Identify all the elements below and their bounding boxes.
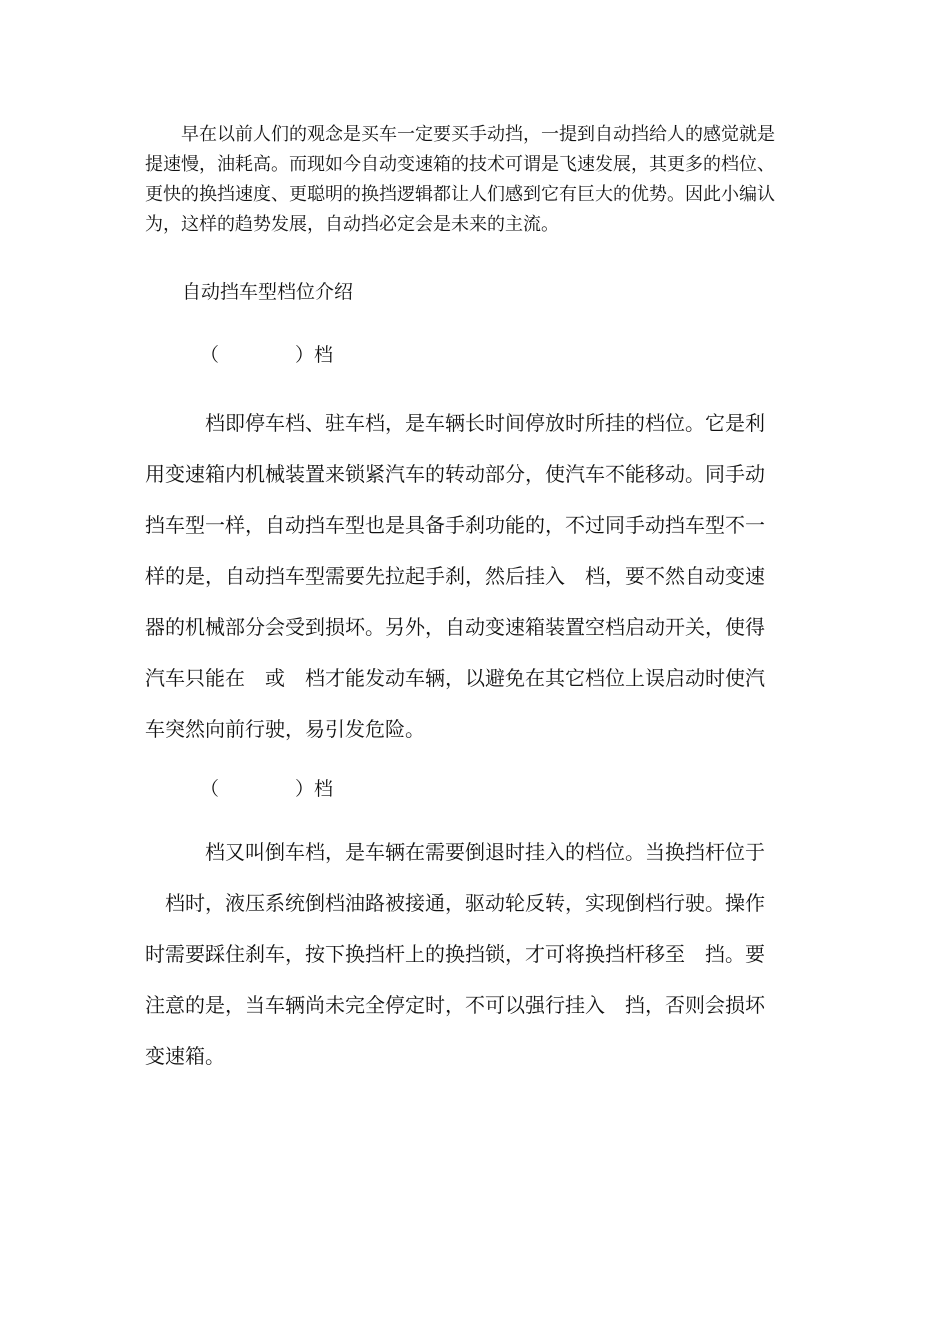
paragraph-line: 车突然向前行驶，易引发危险。 (145, 717, 425, 741)
gear-title-reverse: （ ）档 (200, 778, 334, 800)
paragraph-line: 器的机械部分会受到损坏。另外，自动变速箱装置空档启动开关，使得 (145, 615, 765, 639)
paragraph-line: 档时，液压系统倒档油路被接通，驱动轮反转，实现倒档行驶。操作 (145, 891, 765, 915)
paragraph-line: 样的是，自动挡车型需要先拉起手刹，然后挂入 档，要不然自动变速 (145, 564, 765, 588)
park-gear-paragraph (145, 398, 810, 755)
paragraph-line: 档即停车档、驻车档，是车辆长时间停放时所挂的档位。它是利 (145, 411, 765, 435)
intro-paragraph (145, 120, 810, 240)
paragraph-line: 变速箱。 (145, 1044, 225, 1068)
reverse-gear-paragraph (145, 827, 810, 1082)
intro-line: 早在以前人们的观念是买车一定要买手动挡，一提到自动挡给人的感觉就是 (145, 124, 775, 145)
paragraph-line: 档又叫倒车档，是车辆在需要倒退时挂入的档位。当换挡杆位于 (145, 840, 765, 864)
paragraph-line: 注意的是，当车辆尚未完全停定时，不可以强行挂入 挡，否则会损坏 (145, 993, 765, 1017)
paragraph-line: 汽车只能在 或 档才能发动车辆，以避免在其它档位上误启动时使汽 (145, 666, 765, 690)
intro-line: 更快的换挡速度、更聪明的换挡逻辑都让人们感到它有巨大的优势。因此小编认 (145, 184, 775, 205)
intro-line: 提速慢，油耗高。而现如今自动变速箱的技术可谓是飞速发展，其更多的档位、 (145, 154, 775, 175)
section-heading: 自动挡车型档位介绍 (182, 281, 354, 303)
paragraph-line: 时需要踩住刹车，按下换挡杆上的换挡锁，才可将换挡杆移至 挡。要 (145, 942, 765, 966)
gear-title-park: （ ）档 (200, 344, 334, 366)
paragraph-line: 挡车型一样，自动挡车型也是具备手刹功能的，不过同手动挡车型不一 (145, 513, 765, 537)
paragraph-line: 用变速箱内机械装置来锁紧汽车的转动部分，使汽车不能移动。同手动 (145, 462, 765, 486)
intro-line: 为，这样的趋势发展，自动挡必定会是未来的主流。 (145, 214, 559, 235)
